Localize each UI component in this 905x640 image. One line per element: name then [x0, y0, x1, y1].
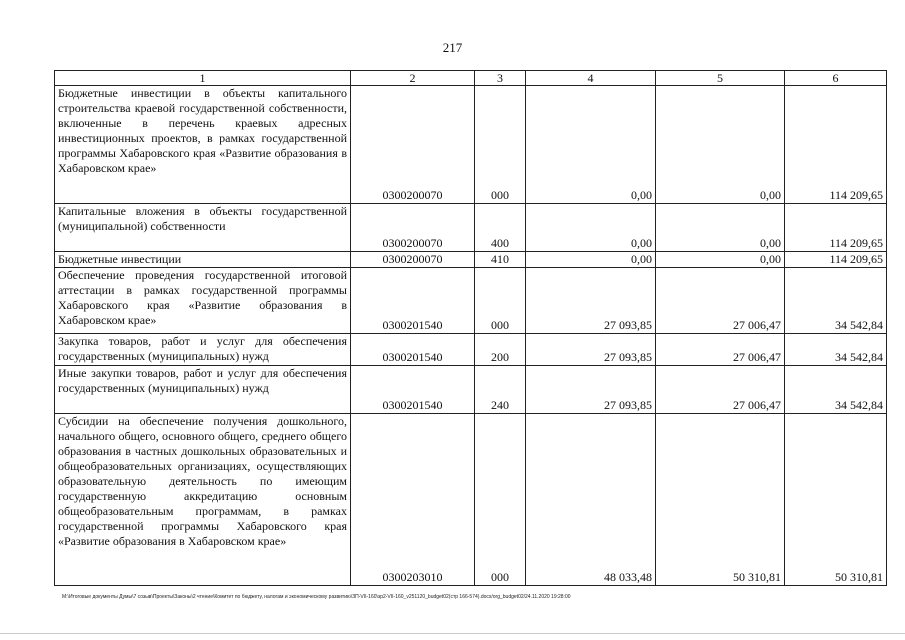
row-value-5: 27 006,47: [656, 366, 785, 414]
table-header-row: [55, 71, 887, 86]
row-value-5: 27 006,47: [656, 268, 785, 334]
row-code: 0300203010: [351, 414, 475, 586]
row-value-5: 50 310,81: [656, 414, 785, 586]
page-number: 217: [442, 40, 463, 55]
row-value-4: 27 093,85: [526, 366, 656, 414]
header-cell-3: 3: [475, 71, 526, 86]
row-type: 410: [475, 252, 526, 268]
row-code: 0300201540: [351, 334, 475, 366]
row-type: 400: [475, 204, 526, 252]
row-value-4: 0,00: [526, 204, 656, 252]
row-value-6: 114 209,65: [785, 204, 887, 252]
row-value-6: 34 542,84: [785, 334, 887, 366]
row-value-5: 0,00: [656, 252, 785, 268]
table-row: [55, 414, 887, 586]
row-value-4: 48 033,48: [526, 414, 656, 586]
table-row: [55, 268, 887, 334]
row-name: Капитальные вложения в объекты государственной (муниципальной) собственности: [55, 204, 351, 252]
row-code: 0300200070: [351, 252, 475, 268]
row-name: Бюджетные инвестиции: [55, 252, 351, 268]
row-type: 000: [475, 414, 526, 586]
budget-table: [54, 70, 887, 586]
header-cell-1: 1: [55, 71, 351, 86]
row-name: Иные закупки товаров, работ и услуг для обеспечения государственных (муниципальных) нужд: [55, 366, 351, 414]
row-value-6: 114 209,65: [785, 252, 887, 268]
row-value-6: 50 310,81: [785, 414, 887, 586]
row-type: 000: [475, 268, 526, 334]
row-value-6: 34 542,84: [785, 268, 887, 334]
bottom-divider: [0, 633, 905, 634]
row-name: Обеспечение проведения государственной итоговой аттестации в рамках государственной программы Хабаровского края «Развитие образования в Хабаровском крае»: [55, 268, 351, 334]
row-type: 240: [475, 366, 526, 414]
row-code: 0300200070: [351, 204, 475, 252]
header-cell-4: 4: [526, 71, 656, 86]
row-value-5: 0,00: [656, 86, 785, 204]
row-value-4: 27 093,85: [526, 334, 656, 366]
table-row: [55, 334, 887, 366]
table-row: [55, 86, 887, 204]
header-cell-2: 2: [351, 71, 475, 86]
table-row: [55, 366, 887, 414]
row-value-4: 27 093,85: [526, 268, 656, 334]
row-value-5: 0,00: [656, 204, 785, 252]
row-type: 200: [475, 334, 526, 366]
row-name: Закупка товаров, работ и услуг для обеспечения государственных (муниципальных) нужд: [55, 334, 351, 366]
table-row: [55, 204, 887, 252]
table-row: [55, 252, 887, 268]
row-value-6: 34 542,84: [785, 366, 887, 414]
row-value-5: 27 006,47: [656, 334, 785, 366]
header-cell-6: 6: [785, 71, 887, 86]
row-code: 0300201540: [351, 268, 475, 334]
row-code: 0300201540: [351, 366, 475, 414]
footer-file-path: M:\Итоговые документы Думы\7 созыв\Проекты\Законы\2 чтение\Комитет по бюджету, налогам и экономическому развитию\ЗП-VII-160\зр2-VII-160_v251120_budget02(стр 166-574).docx/org_budget02/24.11.2020 19:28:00: [62, 594, 571, 600]
row-value-6: 114 209,65: [785, 86, 887, 204]
row-name: Субсидии на обеспечение получения дошкольного, начального общего, основного общего, среднего общего образования в частных дошкольных образовательных и общеобразовательных организациях, осуществляющих образовательную деятельность по имеющим государственную аккредитацию основным общеобразовательным программам, в рамках государственной программы Хабаровского края «Развитие образования в Хабаровском крае»: [55, 414, 351, 586]
row-code: 0300200070: [351, 86, 475, 204]
row-value-4: 0,00: [526, 252, 656, 268]
row-type: 000: [475, 86, 526, 204]
header-cell-5: 5: [656, 71, 785, 86]
row-name: Бюджетные инвестиции в объекты капитального строительства краевой государственной собственности, включенные в перечень краевых адресных инвестиционных проектов, в рамках государственной программы Хабаровского края «Развитие образования в Хабаровском крае»: [55, 86, 351, 204]
row-value-4: 0,00: [526, 86, 656, 204]
